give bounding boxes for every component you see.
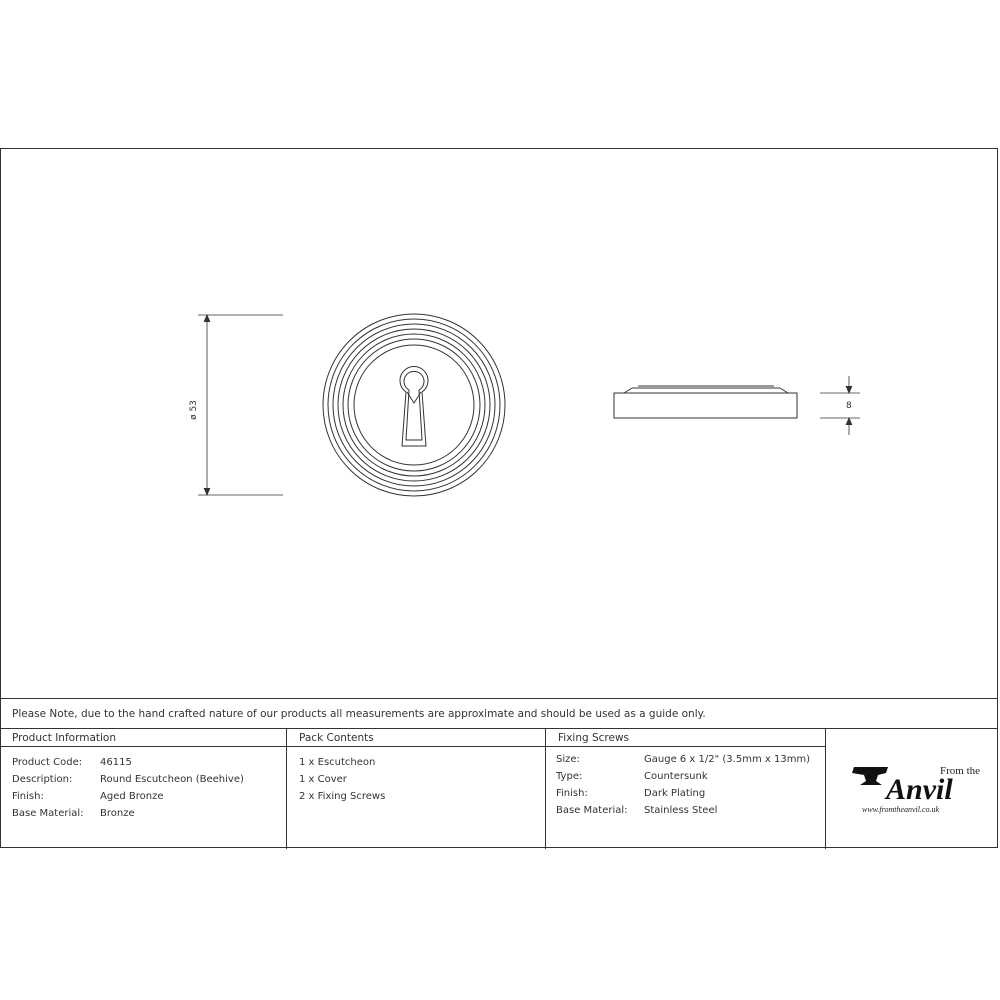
escutcheon-front-view — [323, 314, 505, 496]
logo-url: www.fromtheanvil.co.uk — [862, 805, 940, 814]
info-table — [0, 728, 998, 848]
measurement-note — [0, 698, 998, 728]
thickness-dimension — [820, 376, 860, 435]
fixing-screws-heading: Fixing Screws — [558, 732, 630, 744]
product-information-heading: Product Information — [12, 732, 116, 744]
logo-brand: Anvil — [886, 773, 953, 806]
diameter-dimension — [198, 315, 283, 495]
pack-item: 2 x Fixing Screws — [299, 791, 386, 802]
logo-from-the: From the — [940, 765, 981, 777]
technical-drawing — [0, 148, 1000, 698]
pack-contents-section — [287, 729, 546, 849]
product-information-section: Product Information Product Code: 46115 Description: Round Escutcheon (Beehive) Finish: Aged Bronze Base Material: Bronze — [0, 729, 287, 849]
pack-contents-heading: Pack Contents — [299, 732, 374, 744]
note-text: Please Note, due to the hand crafted nature of our products all measurements are approximate and should be used as a guide only. — [12, 708, 706, 720]
keyhole-inner — [404, 371, 424, 440]
pack-item: 1 x Cover — [299, 774, 347, 785]
from-the-anvil-logo — [826, 729, 998, 849]
thickness-label: 8 — [846, 401, 852, 411]
anvil-icon — [852, 767, 888, 785]
pack-item: 1 x Escutcheon — [299, 757, 376, 768]
diameter-label: ø 53 — [189, 400, 199, 420]
escutcheon-side-view — [614, 386, 797, 418]
fixing-screws-section: Fixing Screws Size: Gauge 6 x 1/2" (3.5mm x 13mm) Type: Countersunk Finish: Dark Plating Base Material: Stainless Steel — [546, 729, 826, 849]
